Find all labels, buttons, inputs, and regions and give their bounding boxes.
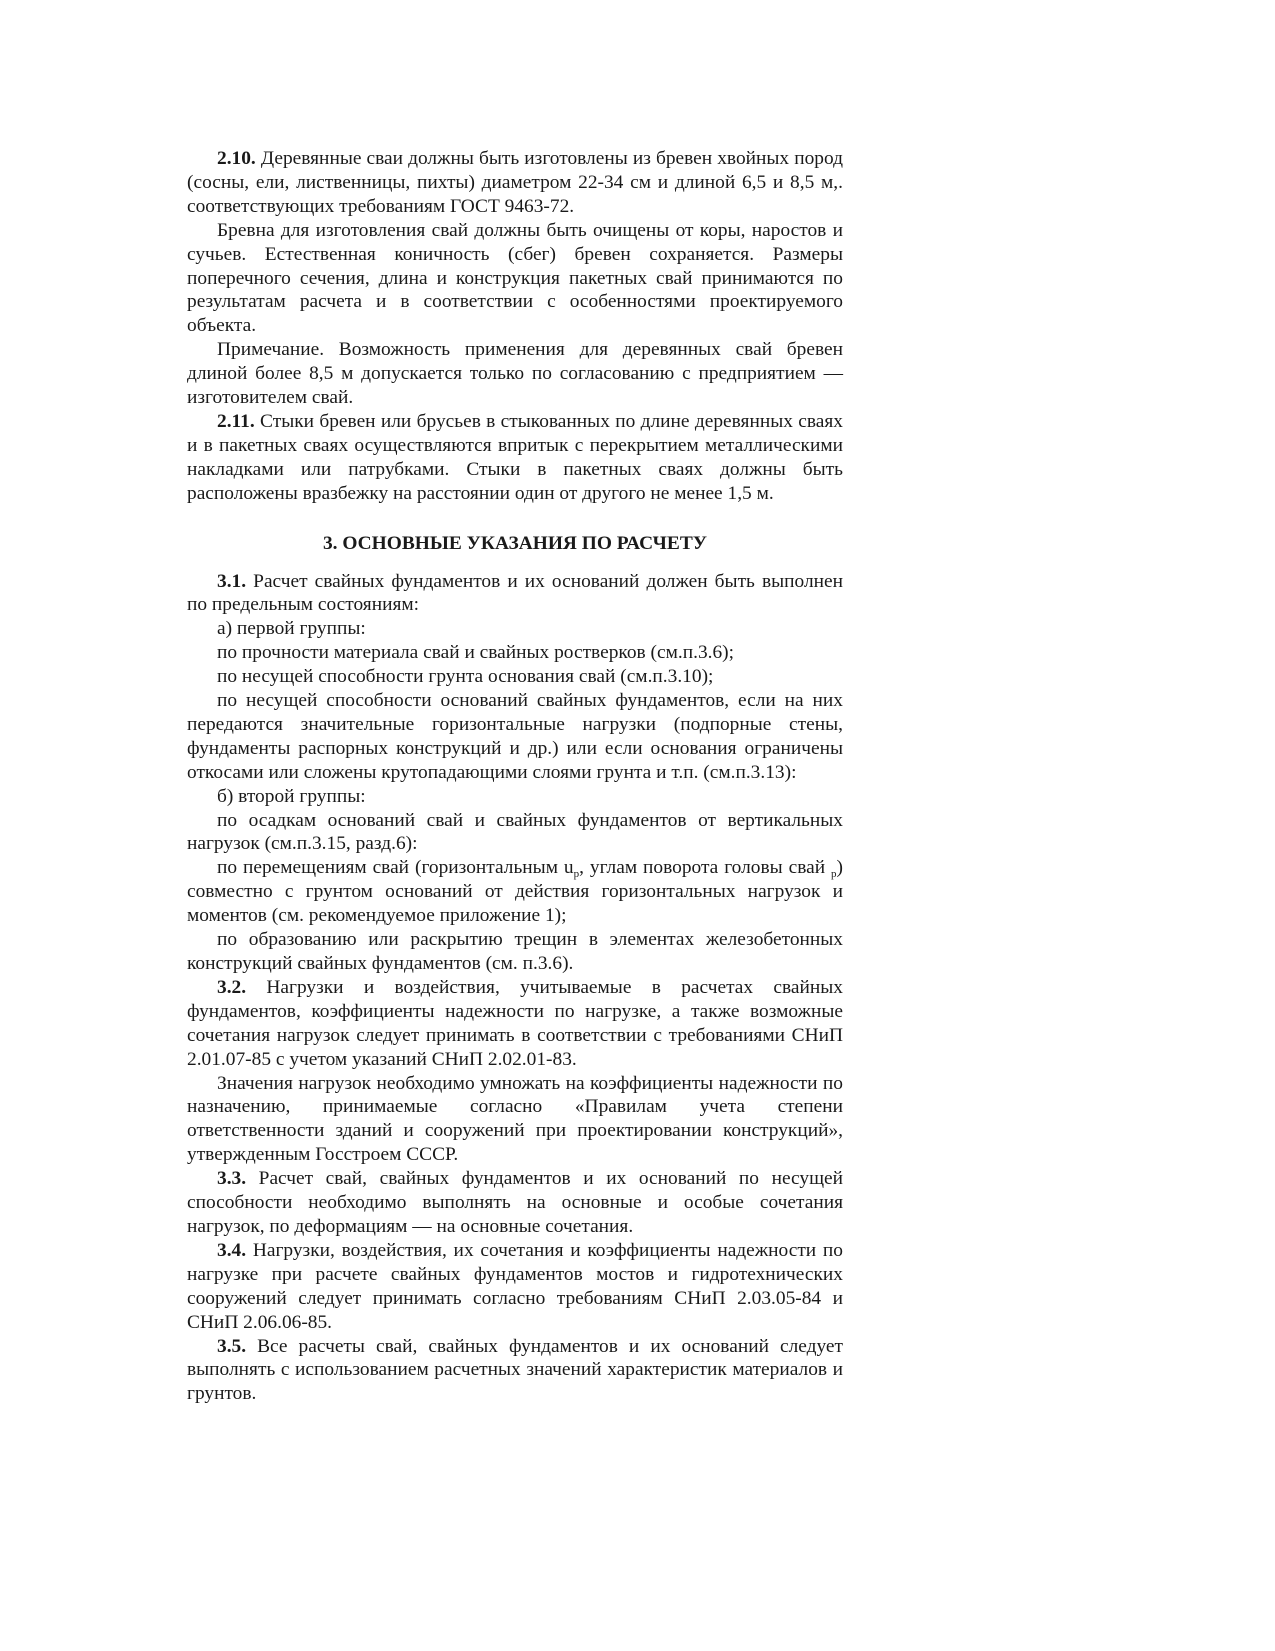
paragraph-3-5 xyxy=(187,1335,843,1407)
paragraph-number: 2.11. xyxy=(217,410,255,432)
paragraph-number: 3.5. xyxy=(217,1335,247,1357)
text-fragment: , углам поворота головы свай xyxy=(579,857,832,879)
paragraph-3-2 xyxy=(187,976,843,1072)
paragraph-3-3 xyxy=(187,1167,843,1239)
paragraph-number: 3.1. xyxy=(217,570,247,592)
text-fragment: ) совместно с грунтом оснований от действия горизонтальных нагрузок и моментов (см. рекомендуемое приложение 1); xyxy=(187,857,843,927)
list-item-a2: по несущей способности грунта основания свай (см.п.3.10); xyxy=(217,666,714,688)
section-heading: 3. ОСНОВНЫЕ УКАЗАНИЯ ПО РАСЧЕТУ xyxy=(322,532,708,554)
paragraph-number: 2.10. xyxy=(217,148,256,169)
list-item-group-a: а) первой группы: xyxy=(217,618,366,640)
paragraph-2-10 xyxy=(187,147,843,219)
paragraph-note: Примечание. Возможность применения для деревянных свай бревен длиной более 8,5 м допускается только по согласованию с предприятием — изготовителем свай. xyxy=(187,339,843,409)
paragraph-number: 3.2. xyxy=(217,976,247,998)
paragraph-text: Все расчеты свай, свайных фундаментов и их оснований следует выполнять с использованием расчетных значений характеристик материалов и грунтов. xyxy=(187,1335,843,1405)
paragraph-text: Нагрузки и воздействия, учитываемые в расчетах свайных фундаментов, коэффициенты надежности по нагрузке, а также возможные сочетания нагрузок следует принимать в соответствии с требованиями СНиП 2.01.07-85 с учетом указаний СНиП 2.02.01-83. xyxy=(187,976,843,1070)
text-fragment: по перемещениям свай (горизонтальным u xyxy=(217,857,574,879)
paragraph-number: 3.4. xyxy=(217,1239,247,1261)
paragraph-logs-preparation: Бревна для изготовления свай должны быть очищены от коры, наростов и сучьев. Естественная коничность (сбег) бревен сохраняется. Размеры поперечного сечения, длина и конструкция пакетных свай принимаются по результатам расчета и в соответствии с особенностями проектируемого объекта. xyxy=(187,219,843,337)
paragraph-text: Стыки бревен или брусьев в стыкованных по длине деревянных сваях и в пакетных сваях осуществляются впритык с перекрытием металлическими накладками или патрубками. Стыки в пакетных сваях должны быть расположены вразбежку на расстоянии один от другого не менее 1,5 м. xyxy=(187,410,843,504)
paragraph-3-2-continued: Значения нагрузок необходимо умножать на коэффициенты надежности по назначению, принимаемые согласно «Правилам учета степени ответственности зданий и сооружений при проектировании конструкций», утвержденным Госстроем СССР. xyxy=(187,1072,843,1166)
list-item-a1: по прочности материала свай и свайных ростверков (см.п.3.6); xyxy=(217,642,735,664)
paragraph-text: Деревянные сваи должны быть изготовлены из бревен хвойных пород (сосны, ели, лиственницы, пихты) диаметром 22-34 см и длиной 6,5 и 8,5 м,. соответствующих требованиям ГОСТ 9463-72. xyxy=(187,148,843,217)
subscript: p xyxy=(831,868,837,881)
paragraph-text: Нагрузки, воздействия, их сочетания и коэффициенты надежности по нагрузке при расчете свайных фундаментов мостов и гидротехнических сооружений следует принимать согласно требованиям СНиП 2.03.05-84 и СНиП 2.06.06-85. xyxy=(187,1239,843,1333)
list-item-b3: по образованию или раскрытию трещин в элементах железобетонных конструкций свайных фундаментов (см. п.3.6). xyxy=(187,929,843,974)
paragraph-3-1 xyxy=(187,570,843,618)
list-item-a3: по несущей способности оснований свайных фундаментов, если на них передаются значительные горизонтальные нагрузки (подпорные стены, фундаменты распорных конструкций и др.) или если основания ограничены откосами или сложены крутопадающими слоями грунта и т.п. (см.п.3.13): xyxy=(187,690,843,783)
list-item-b2 xyxy=(187,856,843,928)
paragraph-text: Расчет свайных фундаментов и их оснований должен быть выполнен по предельным состояниям: xyxy=(187,570,843,616)
paragraph-text: Расчет свай, свайных фундаментов и их оснований по несущей способности необходимо выполнять на основные и особые сочетания нагрузок, по деформациям — на основные сочетания. xyxy=(187,1168,843,1237)
paragraph-number: 3.3. xyxy=(217,1168,247,1190)
subscript: p xyxy=(573,868,580,881)
list-item-b1: по осадкам оснований свай и свайных фундаментов от вертикальных нагрузок (см.п.3.15, разд.6): xyxy=(187,809,843,855)
list-item-group-b: б) второй группы: xyxy=(217,785,366,807)
paragraph-3-4 xyxy=(187,1239,843,1335)
paragraph-2-11 xyxy=(187,410,843,506)
document-page xyxy=(187,147,843,1406)
